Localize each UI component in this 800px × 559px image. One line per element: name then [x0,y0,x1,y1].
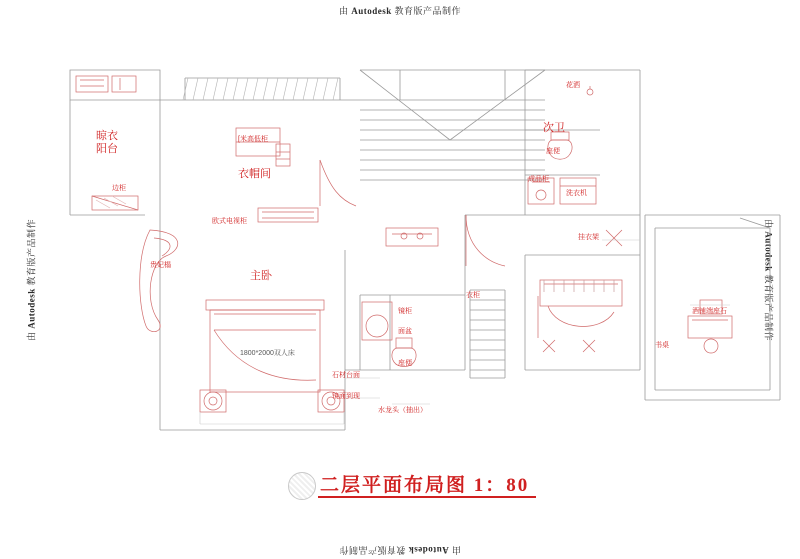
label-chaise-longue: 贵妃榻 [150,262,171,269]
watermark-suffix: 教育版产品制作 [26,218,37,288]
drawing-title: 二层平面布局图 1：80 [320,475,530,496]
watermark-prefix: 由 [448,545,462,555]
label-shower: 花洒 [566,82,580,89]
label-stone-countertop: 石材台面 [332,372,360,379]
title-circle-symbol [288,472,316,500]
label-side-cabinet: 边柜 [112,185,126,192]
room-label-master-bedroom: 主卧 [250,270,272,282]
label-washing-machine: 洗衣机 [566,190,587,197]
label-mirror-cabinet: 镜柜 [398,308,412,315]
watermark-suffix: 教育版产品制作 [338,545,409,555]
watermark-suffix: 教育版产品制作 [391,6,462,16]
label-drying-rack: 挂衣架 [578,234,599,241]
label-wardrobe: 衣柜 [466,292,480,299]
watermark-brand: Autodesk [26,287,37,329]
label-finished-cabinet: 成品柜 [528,176,549,183]
watermark-prefix: 由 [26,328,37,341]
label-bed-size: 1800*2000双人床 [240,350,295,357]
label-faucet: 水龙头（抽出） [378,407,427,414]
watermark-prefix: 由 [763,218,774,231]
room-label-cloakroom: 衣帽间 [238,168,271,180]
watermark-brand: Autodesk [408,545,449,555]
label-mirror-onsite: 镜面到现 [332,393,360,400]
label-basin: 面盆 [398,328,412,335]
label-bedside-stone: 酒铺端座石 [692,308,727,315]
watermark-brand: Autodesk [351,6,392,16]
label-high-low-cabinet: [米高低柜 [238,136,268,143]
watermark-suffix: 教育版产品制作 [763,271,774,341]
label-toilet-lower: 座便 [398,360,412,367]
label-toilet-upper: 座便 [546,148,560,155]
watermark-brand: Autodesk [763,230,774,272]
label-desk: 书桌 [655,342,669,349]
label-tv-cabinet: 欧式电视柜 [212,218,247,225]
room-label-balcony: 晾衣 阳台 [96,130,118,155]
room-label-second-bathroom: 次卫 [543,122,565,134]
title-underline [318,496,536,498]
watermark-prefix: 由 [338,6,352,16]
